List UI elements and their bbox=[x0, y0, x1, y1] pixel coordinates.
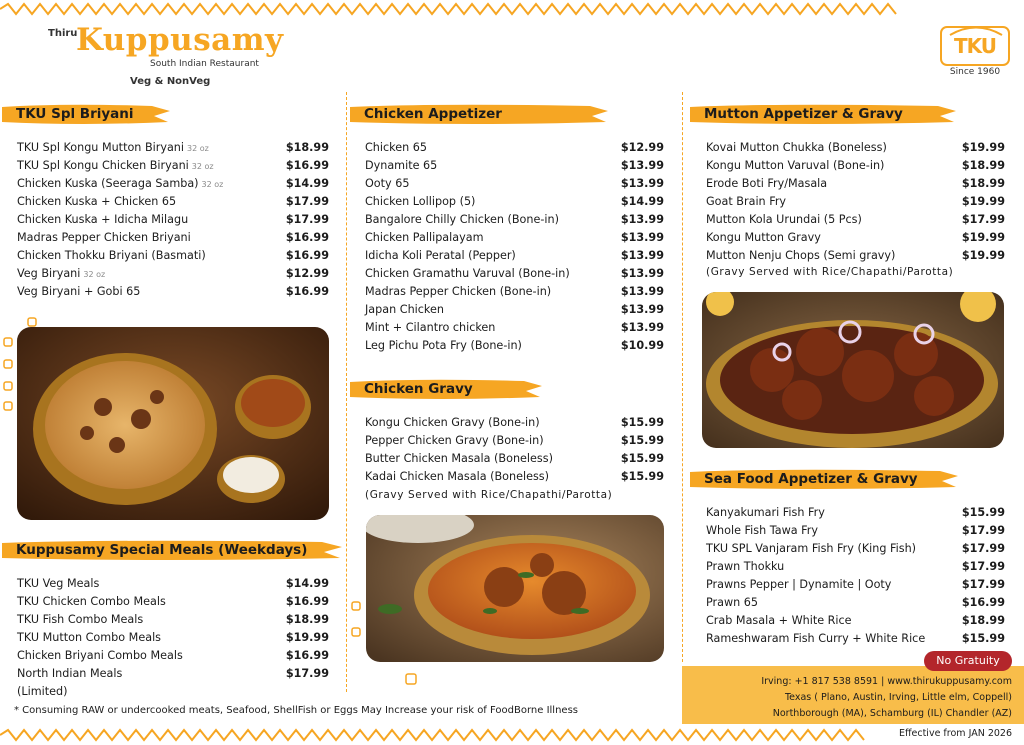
menu-item: Leg Pichu Pota Fry (Bone-in) $10.99 bbox=[365, 339, 664, 352]
menu-item: Chicken Lollipop (5) $14.99 bbox=[365, 195, 664, 208]
menu-item: Chicken Gramathu Varuval (Bone-in) $13.99 bbox=[365, 267, 664, 280]
section-title-text: Chicken Gravy bbox=[364, 381, 473, 397]
menu-item: Goat Brain Fry $19.99 bbox=[706, 195, 1005, 208]
menu-item: Madras Pepper Chicken Briyani $16.99 bbox=[17, 231, 329, 244]
menu-item: Ooty 65 $13.99 bbox=[365, 177, 664, 190]
menu-item: Chicken Briyani Combo Meals $16.99 bbox=[17, 649, 329, 662]
chicken-appetizer-list bbox=[365, 141, 664, 355]
gravy-served-note: (Gravy Served with Rice/Chapathi/Parotta) bbox=[365, 489, 613, 501]
section-title-seafood bbox=[690, 468, 958, 490]
top-zigzag-border bbox=[0, 2, 1024, 16]
section-title-text: Kuppusamy Special Meals (Weekdays) bbox=[16, 542, 308, 558]
menu-item: Kongu Mutton Varuval (Bone-in) $18.99 bbox=[706, 159, 1005, 172]
section-title-meals bbox=[2, 539, 342, 561]
contact-line: Irving: +1 817 538 8591 | www.thirukuppusamy.com bbox=[761, 676, 1012, 687]
menu-item: Prawn 65 $16.99 bbox=[706, 596, 1005, 609]
menu-item: Chicken Kuska + Chicken 65 $17.99 bbox=[17, 195, 329, 208]
locations-line-1: Texas ( Plano, Austin, Irving, Little elm, Coppell) bbox=[784, 692, 1012, 703]
section-title-text: TKU Spl Briyani bbox=[16, 106, 134, 122]
menu-item: North Indian Meals $17.99 bbox=[17, 667, 329, 680]
meals-list bbox=[17, 577, 329, 701]
menu-item: Prawn Thokku $17.99 bbox=[706, 560, 1005, 573]
menu-item: Whole Fish Tawa Fry $17.99 bbox=[706, 524, 1005, 537]
food-safety-disclaimer: * Consuming RAW or undercooked meats, Seafood, ShellFish or Eggs May Increase your risk of FoodBorne Illness bbox=[14, 705, 578, 716]
brand-tagline: Veg & NonVeg bbox=[130, 76, 211, 87]
tku-logo bbox=[940, 26, 1010, 66]
menu-item: Mint + Cilantro chicken $13.99 bbox=[365, 321, 664, 334]
menu-item: Veg Biryani + Gobi 65 $16.99 bbox=[17, 285, 329, 298]
menu-item: Veg Biryani 32 oz $12.99 bbox=[17, 267, 329, 280]
contact-panel bbox=[682, 666, 1024, 724]
menu-item: Chicken Pallipalayam $13.99 bbox=[365, 231, 664, 244]
no-gratuity-badge: No Gratuity bbox=[924, 651, 1012, 671]
menu-item: Madras Pepper Chicken (Bone-in) $13.99 bbox=[365, 285, 664, 298]
brand-header bbox=[48, 22, 318, 90]
menu-item: Erode Boti Fry/Masala $18.99 bbox=[706, 177, 1005, 190]
menu-item: Kovai Mutton Chukka (Boneless) $19.99 bbox=[706, 141, 1005, 154]
mutton-photo bbox=[702, 292, 1004, 448]
locations-line-2: Northborough (MA), Schamburg (IL) Chandler (AZ) bbox=[772, 708, 1012, 719]
menu-item: Kongu Mutton Gravy $19.99 bbox=[706, 231, 1005, 244]
menu-item-note: (Limited) bbox=[17, 685, 68, 698]
column-divider-right bbox=[682, 92, 683, 662]
brand-subtitle: South Indian Restaurant bbox=[150, 59, 259, 69]
menu-item: Kongu Chicken Gravy (Bone-in) $15.99 bbox=[365, 416, 664, 429]
section-title-mutton bbox=[690, 103, 956, 125]
menu-item: TKU Mutton Combo Meals $19.99 bbox=[17, 631, 329, 644]
menu-item: Rameshwaram Fish Curry + White Rice $15.99 bbox=[706, 632, 1005, 645]
effective-date: Effective from JAN 2026 bbox=[893, 728, 1012, 739]
section-title-text: Sea Food Appetizer & Gravy bbox=[704, 471, 918, 487]
briyani-list bbox=[17, 141, 329, 301]
menu-item: TKU Fish Combo Meals $18.99 bbox=[17, 613, 329, 626]
brand-name: Kuppusamy bbox=[76, 22, 284, 58]
menu-item: Japan Chicken $13.99 bbox=[365, 303, 664, 316]
menu-item: Chicken Thokku Briyani (Basmati) $16.99 bbox=[17, 249, 329, 262]
menu-item: Crab Masala + White Rice $18.99 bbox=[706, 614, 1005, 627]
menu-item: Chicken Kuska (Seeraga Samba) 32 oz $14.99 bbox=[17, 177, 329, 190]
column-divider-left bbox=[346, 92, 347, 692]
biryani-photo bbox=[17, 327, 329, 520]
decorative-squiggle-icon bbox=[348, 598, 428, 688]
menu-item: TKU Spl Kongu Mutton Biryani 32 oz $18.99 bbox=[17, 141, 329, 154]
section-title-text: Mutton Appetizer & Gravy bbox=[704, 106, 903, 122]
section-title-text: Chicken Appetizer bbox=[364, 106, 502, 122]
menu-item: Kanyakumari Fish Fry $15.99 bbox=[706, 506, 1005, 519]
menu-item: Chicken 65 $12.99 bbox=[365, 141, 664, 154]
menu-item: TKU Chicken Combo Meals $16.99 bbox=[17, 595, 329, 608]
menu-item: Butter Chicken Masala (Boneless) $15.99 bbox=[365, 452, 664, 465]
seafood-list bbox=[706, 506, 1005, 648]
logo-text: TKU bbox=[953, 34, 997, 58]
brand-prefix: Thiru bbox=[48, 28, 78, 39]
mutton-served-note: (Gravy Served with Rice/Chapathi/Parotta) bbox=[706, 266, 954, 278]
menu-item: Mutton Kola Urundai (5 Pcs) $17.99 bbox=[706, 213, 1005, 226]
menu-item: TKU Veg Meals $14.99 bbox=[17, 577, 329, 590]
section-title-chicken-gravy bbox=[350, 378, 542, 400]
menu-item: Idicha Koli Peratal (Pepper) $13.99 bbox=[365, 249, 664, 262]
menu-item: Kadai Chicken Masala (Boneless) $15.99 bbox=[365, 470, 664, 483]
mutton-list bbox=[706, 141, 1005, 265]
menu-item: Bangalore Chilly Chicken (Bone-in) $13.99 bbox=[365, 213, 664, 226]
bottom-zigzag-border bbox=[0, 728, 1024, 742]
section-title-briyani bbox=[2, 103, 170, 125]
since-text: Since 1960 bbox=[949, 67, 1001, 77]
menu-item: Pepper Chicken Gravy (Bone-in) $15.99 bbox=[365, 434, 664, 447]
menu-item: Dynamite 65 $13.99 bbox=[365, 159, 664, 172]
menu-item: Chicken Kuska + Idicha Milagu $17.99 bbox=[17, 213, 329, 226]
section-title-chicken-appetizer bbox=[350, 103, 608, 125]
menu-item: Mutton Nenju Chops (Semi gravy) $19.99 bbox=[706, 249, 1005, 262]
menu-item: TKU Spl Kongu Chicken Biryani 32 oz $16.99 bbox=[17, 159, 329, 172]
menu-item: Prawns Pepper | Dynamite | Ooty $17.99 bbox=[706, 578, 1005, 591]
menu-item: TKU SPL Vanjaram Fish Fry (King Fish) $17.99 bbox=[706, 542, 1005, 555]
